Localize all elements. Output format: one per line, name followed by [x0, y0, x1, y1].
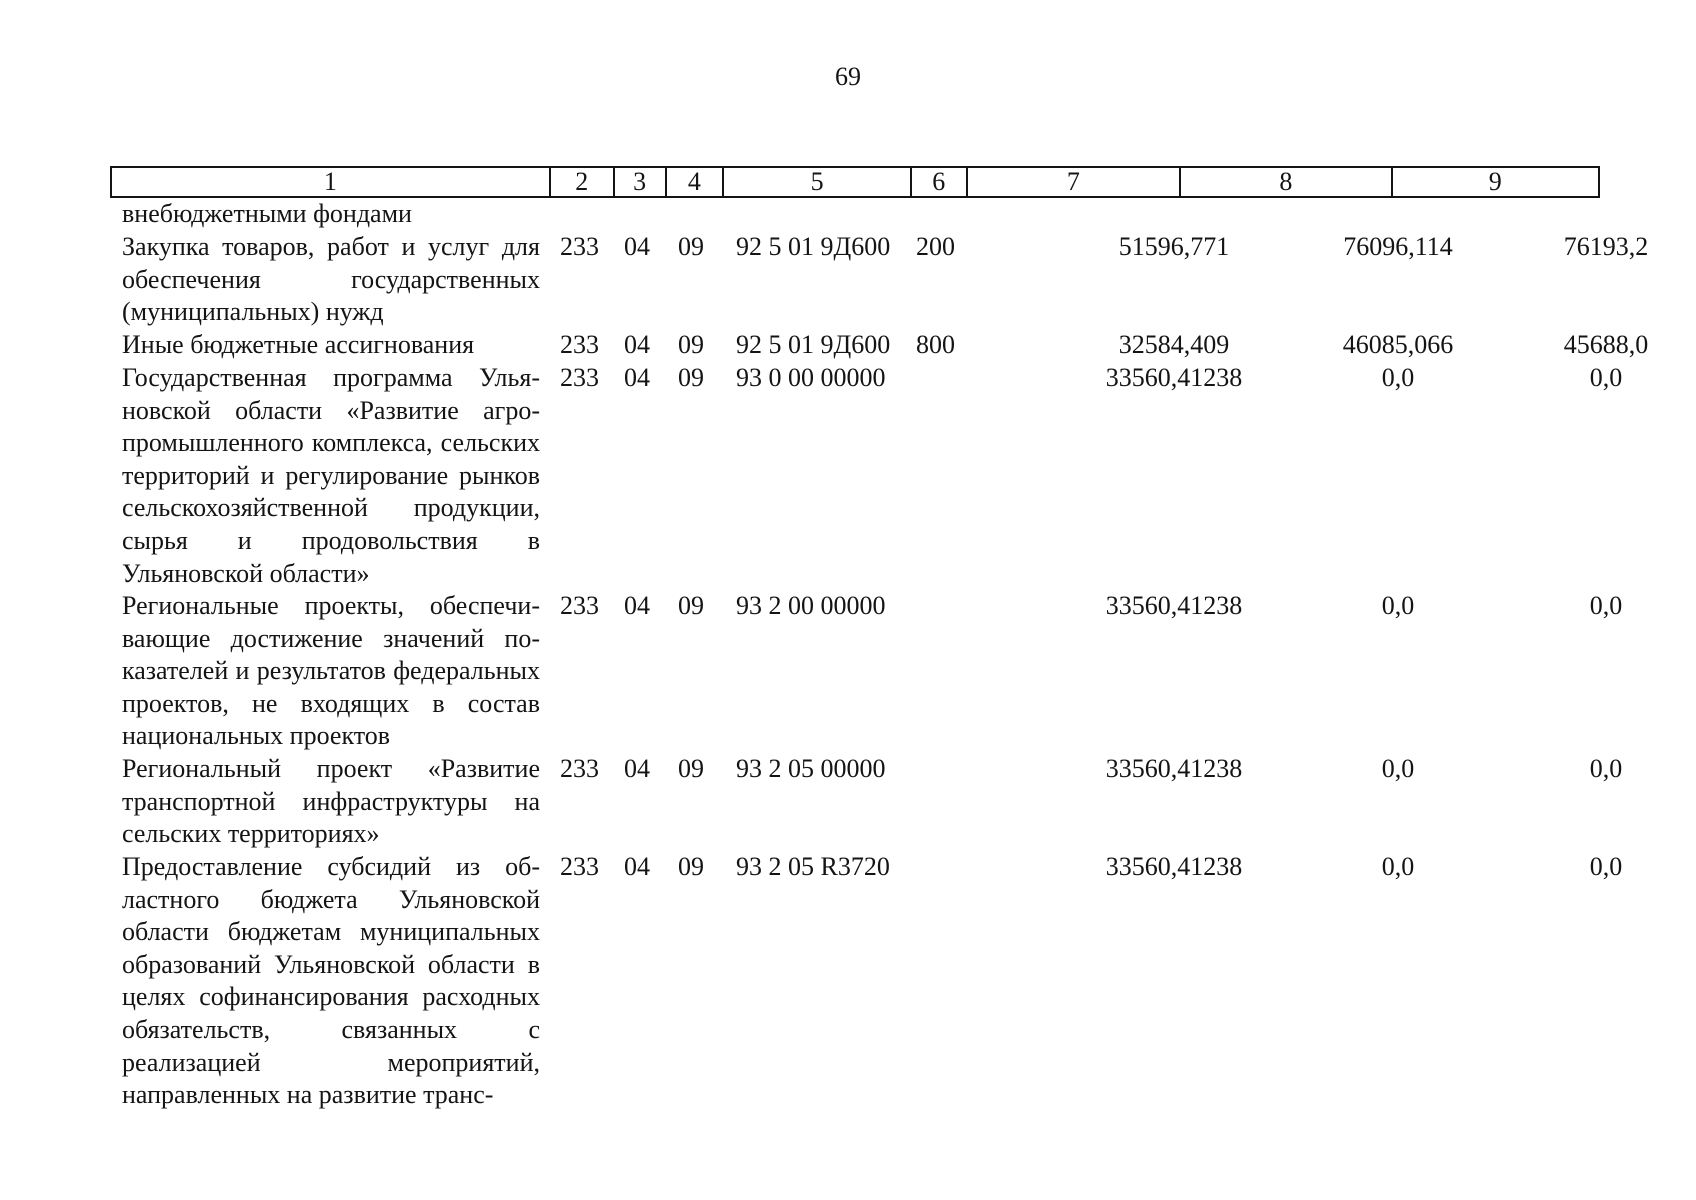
- row-col-4: 09: [678, 754, 704, 783]
- row-col-8: 0,0: [1381, 852, 1415, 881]
- row-col-7: 33560,41238: [1105, 363, 1243, 392]
- row-col-3: 04: [624, 852, 650, 881]
- table-header: [110, 166, 1600, 198]
- header-col-9: 9: [1488, 167, 1502, 196]
- row-col-5: 93 0 00 00000: [736, 363, 886, 392]
- header-col-8: 8: [1181, 168, 1392, 196]
- row-col-6: 200: [916, 232, 955, 261]
- row-col-8: 0,0: [1381, 363, 1415, 392]
- row-col-3: 04: [624, 330, 650, 359]
- row-col-8: 0,0: [1381, 754, 1415, 783]
- row-col-2: 233: [560, 754, 599, 783]
- row-col-7: 33560,41238: [1105, 852, 1243, 881]
- row-col-5: 93 2 00 00000: [736, 591, 886, 620]
- row-col-4: 09: [678, 363, 704, 392]
- row-col-2: 233: [560, 852, 599, 881]
- row-col-3: 04: [624, 591, 650, 620]
- row-col-2: 233: [560, 330, 599, 359]
- header-col-1: 1: [112, 168, 551, 196]
- row-col-9: 0,0: [1589, 754, 1623, 783]
- row-col-9: 76193,2: [1563, 232, 1649, 261]
- row-col-3: 04: [624, 754, 650, 783]
- row-col-2: 233: [560, 363, 599, 392]
- row-col-4: 09: [678, 591, 704, 620]
- row-col-7: 33560,41238: [1105, 591, 1243, 620]
- row-col-2: 233: [560, 232, 599, 261]
- row-col-8: 0,0: [1381, 591, 1415, 620]
- header-col-3: 3: [615, 168, 667, 196]
- row-col-9: 0,0: [1589, 852, 1623, 881]
- row-col-5: 92 5 01 9Д600: [736, 330, 891, 359]
- row-col-7: 33560,41238: [1105, 754, 1243, 783]
- row-name: Государственная программа Ульяновской области «Развитие агропромышленного комплекса, сельских территорий и регулирование рынков сельскохозяйственной продукции, сырья и продовольствия в Ульяновской области»: [122, 363, 540, 588]
- row-col-9: 0,0: [1589, 591, 1623, 620]
- row-col-7: 51596,771: [1118, 232, 1230, 261]
- row-name: Закупка товаров, работ и услуг для обеспечения государственных (муниципальных) нужд: [122, 232, 540, 327]
- row-name: внебюджетными фондами: [122, 199, 412, 228]
- header-col-4: 4: [667, 168, 725, 196]
- row-col-2: 233: [560, 591, 599, 620]
- row-col-3: 04: [624, 363, 650, 392]
- header-col-6: 6: [912, 168, 968, 196]
- row-col-9: 45688,0: [1563, 330, 1649, 359]
- row-name: Региональные проекты, обеспечивающие достижение значений показателей и результатов федеральных проектов, не входящих в состав национальных проектов: [122, 591, 540, 751]
- header-col-5: 5: [724, 168, 912, 196]
- row-col-6: 800: [916, 330, 955, 359]
- row-name: Региональный проект «Развитие транспортной инфраструктуры на сельских территориях»: [122, 754, 540, 849]
- row-col-5: 93 2 05 R3720: [736, 852, 890, 881]
- row-name: Иные бюджетные ассигнования: [122, 330, 475, 359]
- row-col-8: 46085,066: [1342, 330, 1454, 359]
- row-col-7: 32584,409: [1118, 330, 1230, 359]
- row-col-5: 93 2 05 00000: [736, 754, 886, 783]
- row-col-8: 76096,114: [1343, 232, 1453, 261]
- page-number: 69: [835, 62, 861, 91]
- row-name: Предоставление субсидий из областного бюджета Ульяновской области бюджетам муниципальных образований Ульяновской области в целях софинансирования расходных обязательств, связанных с реализацией мероприятий, направленных на развитие транс-: [122, 852, 540, 1110]
- header-col-7: 7: [968, 168, 1181, 196]
- row-col-4: 09: [678, 232, 704, 261]
- row-col-5: 92 5 01 9Д600: [736, 232, 891, 261]
- header-col-2: 2: [551, 168, 615, 196]
- row-col-4: 09: [678, 330, 704, 359]
- row-col-4: 09: [678, 852, 704, 881]
- row-col-3: 04: [624, 232, 650, 261]
- row-col-9: 0,0: [1589, 363, 1623, 392]
